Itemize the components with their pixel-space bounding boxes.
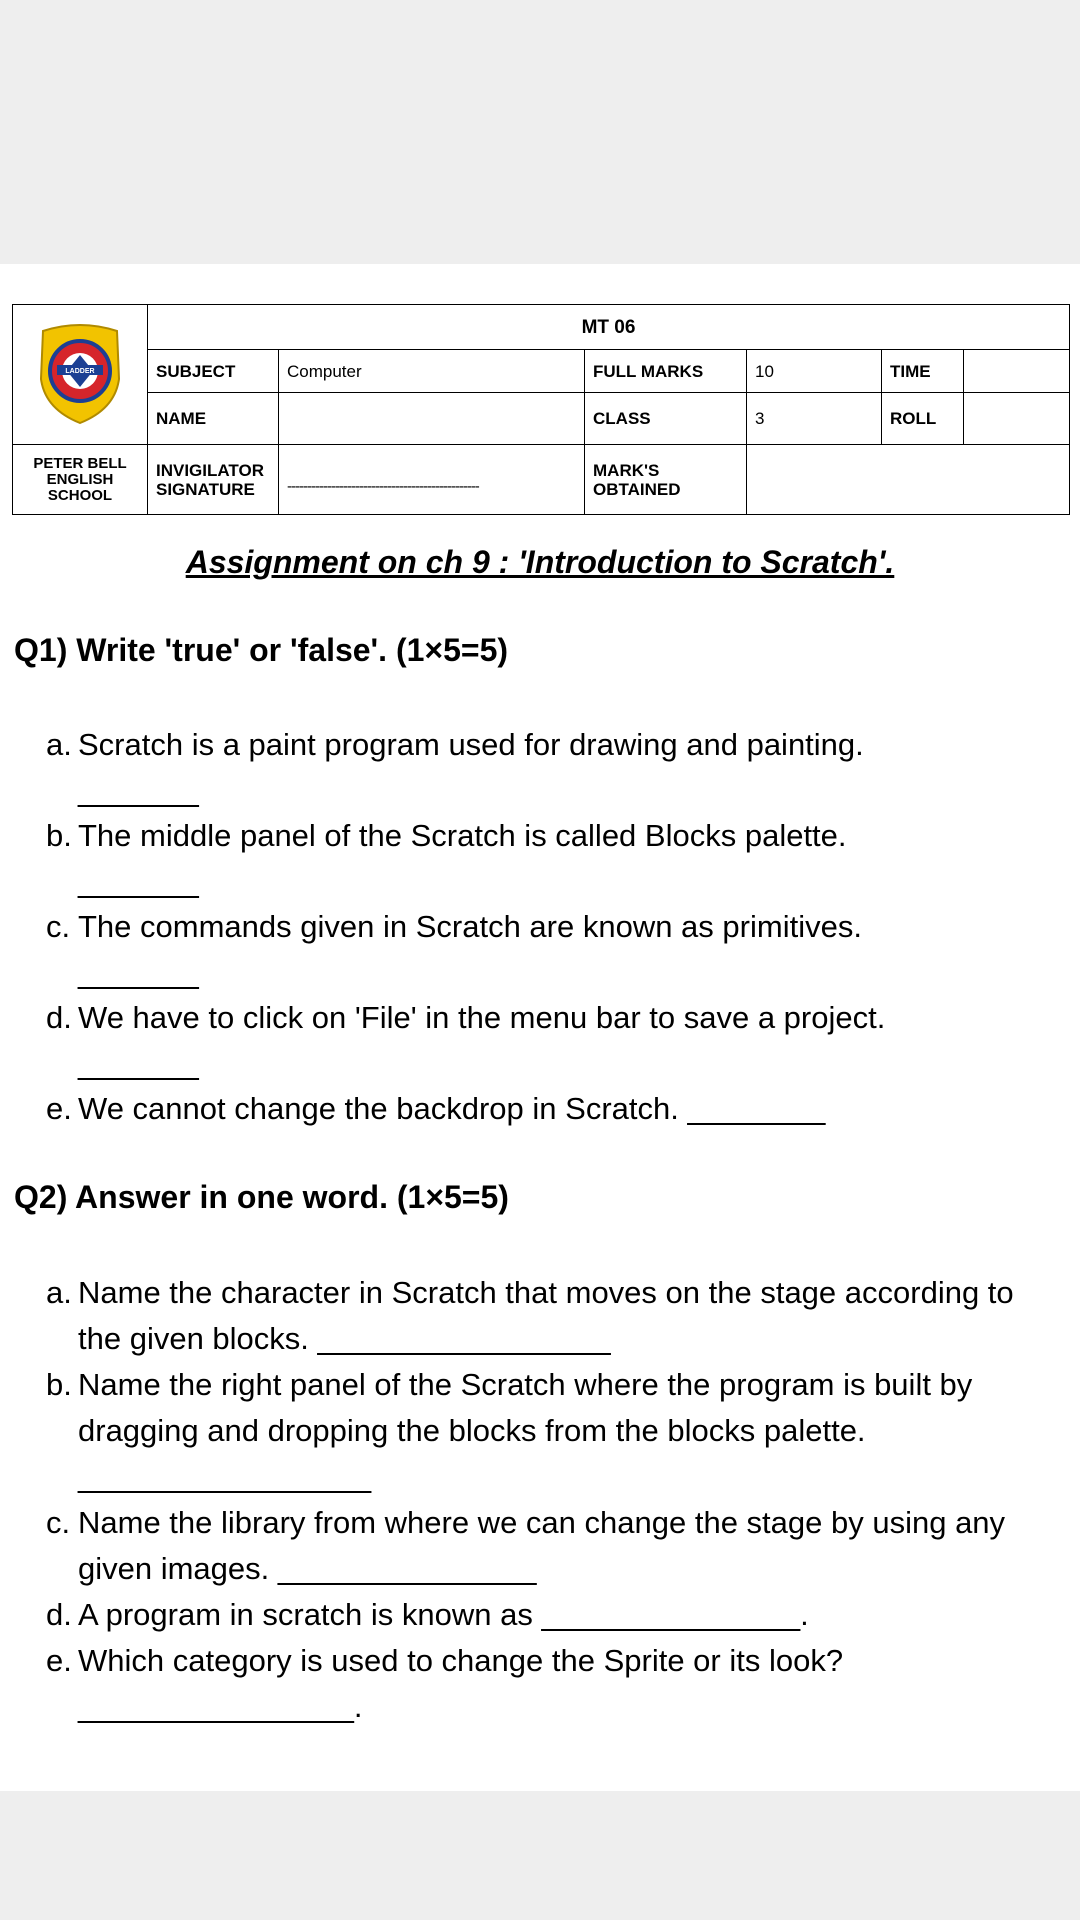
item-marker: d.	[46, 1597, 72, 1632]
marks-obtained-value	[747, 445, 1070, 515]
exam-code: MT 06	[148, 305, 1070, 350]
item-text: A program in scratch is known as _______________.	[78, 1597, 809, 1632]
name-value	[279, 393, 585, 445]
list-item	[0, 813, 1080, 904]
item-text: We have to click on 'File' in the menu bar to save a project.	[78, 1000, 886, 1035]
item-marker: b.	[46, 818, 72, 853]
roll-label: ROLL	[882, 393, 964, 445]
answer-blank: _______	[78, 1046, 199, 1081]
school-logo-cell	[13, 305, 148, 445]
class-value: 3	[747, 393, 882, 445]
item-text: Which category is used to change the Sprite or its look? ________________.	[78, 1643, 844, 1724]
school-logo	[35, 321, 125, 425]
q2-list	[0, 1270, 1080, 1730]
q1-list	[0, 722, 1080, 1177]
item-marker: a.	[46, 1275, 72, 1310]
list-item	[0, 995, 1080, 1086]
list-item	[0, 1086, 1080, 1177]
list-item	[0, 1592, 1080, 1638]
school-name: PETER BELL ENGLISH SCHOOL	[13, 445, 148, 515]
subject-label: SUBJECT	[148, 350, 279, 393]
item-text: Scratch is a paint program used for drawing and painting.	[78, 727, 864, 762]
item-text: Name the library from where we can change the stage by using any given images. _______________	[78, 1505, 1006, 1586]
class-label: CLASS	[585, 393, 747, 445]
list-item	[0, 904, 1080, 995]
item-text: We cannot change the backdrop in Scratch. ________	[78, 1091, 826, 1126]
full-marks-label: FULL MARKS	[585, 350, 747, 393]
item-marker: c.	[46, 909, 71, 944]
invigilator-signature-field	[279, 445, 585, 515]
logo-text: LADDER	[65, 367, 95, 375]
item-marker: e.	[46, 1091, 72, 1126]
name-label: NAME	[148, 393, 279, 445]
item-text: The commands given in Scratch are known as primitives.	[78, 909, 862, 944]
item-text: The middle panel of the Scratch is called Blocks palette.	[78, 818, 847, 853]
header-table	[12, 304, 1070, 515]
subject-value: Computer	[279, 350, 585, 393]
assignment-title: Assignment on ch 9 : 'Introduction to Scratch'.	[185, 544, 895, 580]
answer-blank: _______	[78, 864, 199, 899]
item-marker: c.	[46, 1505, 71, 1540]
item-marker: d.	[46, 1000, 72, 1035]
time-value	[964, 350, 1070, 393]
list-item	[0, 1500, 1080, 1592]
q2-heading: Q2) Answer in one word. (1×5=5)	[14, 1179, 509, 1215]
roll-value	[964, 393, 1070, 445]
list-item	[0, 1638, 1080, 1730]
time-label: TIME	[882, 350, 964, 393]
item-text: Name the right panel of the Scratch where the program is built by dragging and dropping the blocks from the blocks palette. _________________	[78, 1367, 973, 1494]
item-text: Name the character in Scratch that moves on the stage according to the given blocks. _________________	[78, 1275, 1014, 1356]
item-marker: e.	[46, 1643, 72, 1678]
item-marker: a.	[46, 727, 72, 762]
full-marks-value: 10	[747, 350, 882, 393]
invigilator-label: INVIGILATOR SIGNATURE	[148, 445, 279, 515]
marks-obtained-label: MARK'S OBTAINED	[585, 445, 747, 515]
list-item	[0, 1362, 1080, 1500]
answer-blank: _______	[78, 955, 199, 990]
answer-blank: _______	[78, 773, 199, 808]
list-item	[0, 1270, 1080, 1362]
worksheet-page	[0, 264, 1080, 1791]
signature-line: ------------------------------------------------	[287, 478, 479, 495]
item-marker: b.	[46, 1367, 72, 1402]
list-item	[0, 722, 1080, 813]
q1-heading: Q1) Write 'true' or 'false'. (1×5=5)	[14, 632, 509, 668]
